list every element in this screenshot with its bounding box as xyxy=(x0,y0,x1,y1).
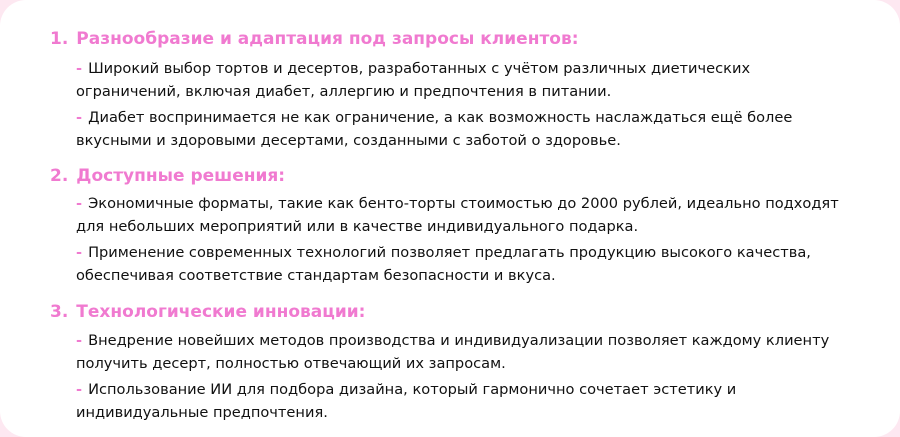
section-affordable xyxy=(50,165,880,287)
bullet-dash: - xyxy=(76,381,83,398)
bullet-text: Диабет воспринимается не как ограничение, а как возможность наслаждаться ещё более вкусными и здоровыми десертами, созданными с заботой о здоровье. xyxy=(76,109,793,149)
bullet-dash: - xyxy=(76,244,83,261)
bullet-item xyxy=(76,192,846,238)
bullet-item xyxy=(76,57,846,103)
bullet-item xyxy=(76,106,846,152)
section-number: 2. xyxy=(50,166,69,186)
bullet-dash: - xyxy=(76,195,83,212)
bullet-text: Использование ИИ для подбора дизайна, который гармонично сочетает эстетику и индивидуальные предпочтения. xyxy=(76,381,737,421)
section-heading xyxy=(50,301,880,323)
bullet-text: Широкий выбор тортов и десертов, разработанных с учётом различных диетических ограничений, включая диабет, аллергию и предпочтения в питании. xyxy=(76,60,751,100)
section-number: 1. xyxy=(50,29,69,49)
bullet-dash: - xyxy=(76,60,83,77)
section-diversity xyxy=(50,28,880,152)
section-title: Разнообразие и адаптация под запросы клиентов: xyxy=(76,29,579,49)
bullet-dash: - xyxy=(76,109,83,126)
section-number: 3. xyxy=(50,302,69,322)
bullet-dash: - xyxy=(76,332,83,349)
section-innovation xyxy=(50,301,880,424)
bullet-text: Экономичные форматы, такие как бенто-торты стоимостью до 2000 рублей, идеально подходят для небольших мероприятий или в качестве индивидуального подарка. xyxy=(76,195,839,235)
section-heading xyxy=(50,28,880,50)
bullet-item xyxy=(76,329,846,375)
bullet-text: Внедрение новейших методов производства и индивидуализации позволяет каждому клиенту получить десерт, полностью отвечающий их запросам. xyxy=(76,332,830,372)
bullet-item xyxy=(76,241,846,287)
section-title: Технологические инновации: xyxy=(76,302,366,322)
bullet-item xyxy=(76,378,846,424)
bullet-text: Применение современных технологий позволяет предлагать продукцию высокого качества, обеспечивая соответствие стандартам безопасности и вкуса. xyxy=(76,244,811,284)
section-heading xyxy=(50,165,880,187)
section-title: Доступные решения: xyxy=(76,166,286,186)
